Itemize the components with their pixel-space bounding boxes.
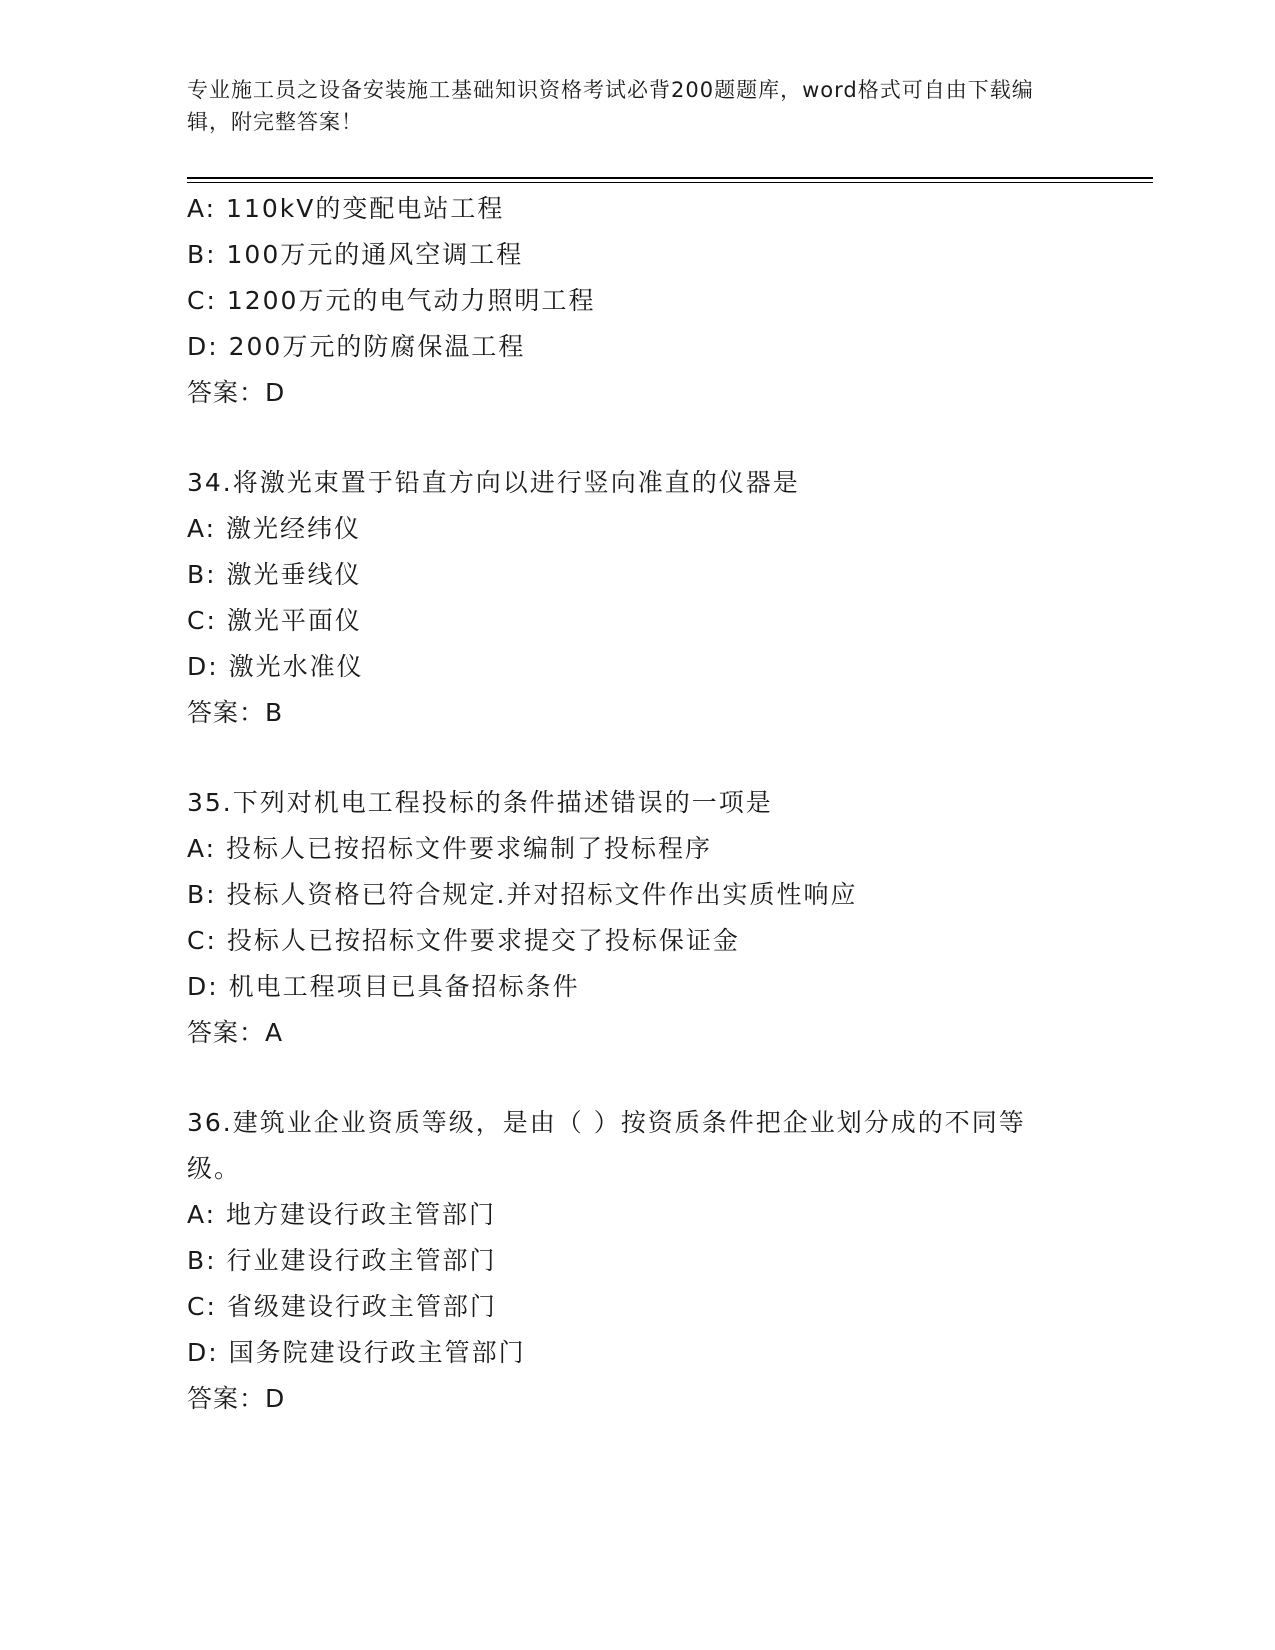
option-a: A: 激光经纬仪 [187,514,362,543]
option-d: D: 200万元的防腐保温工程 [187,332,526,361]
question-block-33 [187,186,1153,416]
option-c: C: 1200万元的电气动力照明工程 [187,286,596,315]
option-c: C: 激光平面仪 [187,606,362,635]
header-rule-thin [187,182,1153,183]
question-block-34 [187,460,1153,736]
option-d: D: 激光水准仪 [187,652,364,681]
option-c: C: 投标人已按招标文件要求提交了投标保证金 [187,926,740,955]
option-b: B: 投标人资格已符合规定.并对招标文件作出实质性响应 [187,880,858,909]
option-b: B: 激光垂线仪 [187,560,362,589]
answer-line: 答案：D [187,1384,286,1413]
option-a: A: 地方建设行政主管部门 [187,1200,497,1229]
question-stem: 36.建筑业企业资质等级，是由（ ）按资质条件把企业划分成的不同等级。 [187,1108,1026,1183]
answer-line: 答案：B [187,698,284,727]
option-d: D: 机电工程项目已具备招标条件 [187,972,580,1001]
document-header: 专业施工员之设备安装施工基础知识资格考试必背200题题库，word格式可自由下载编辑，附完整答案！ [187,78,1034,134]
option-a: A: 110kV的变配电站工程 [187,194,505,223]
answer-line: 答案：A [187,1018,284,1047]
header-rule-thick [187,177,1153,179]
option-a: A: 投标人已按招标文件要求编制了投标程序 [187,834,713,863]
question-block-35 [187,780,1153,1056]
option-b: B: 行业建设行政主管部门 [187,1246,497,1275]
option-d: D: 国务院建设行政主管部门 [187,1338,526,1367]
question-block-36 [187,1100,1153,1422]
question-list [187,186,1153,1422]
option-c: C: 省级建设行政主管部门 [187,1292,497,1321]
question-stem: 34.将激光束置于铅直方向以进行竖向准直的仪器是 [187,468,800,497]
option-b: B: 100万元的通风空调工程 [187,240,524,269]
question-stem: 35.下列对机电工程投标的条件描述错误的一项是 [187,788,773,817]
answer-line: 答案：D [187,378,286,407]
